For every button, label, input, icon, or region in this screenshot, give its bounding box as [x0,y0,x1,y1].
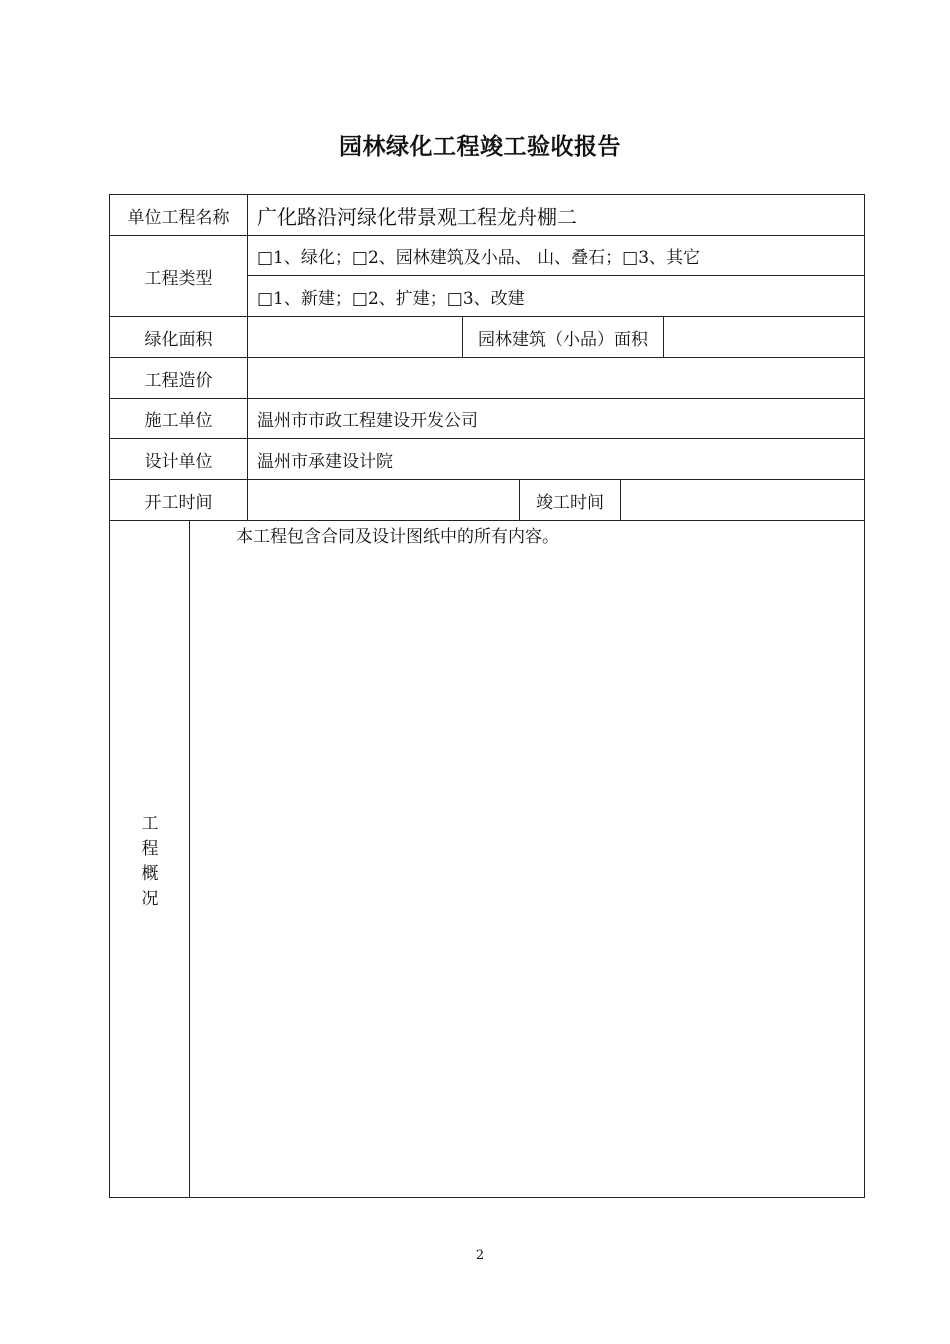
project-type-options-line2[interactable]: □1、新建；□2、扩建；□3、改建 [257,288,525,309]
document-title: 园林绿化工程竣工验收报告 [339,134,621,160]
table-border-right [864,194,865,1198]
construction-unit-value[interactable]: 温州市市政工程建设开发公司 [257,411,478,431]
project-cost-value[interactable] [248,358,864,398]
project-type-label: 工程类型 [144,268,213,289]
unit-project-name-value[interactable]: 广化路沿河绿化带景观工程龙舟棚二 [257,204,577,229]
green-area-label: 绿化面积 [144,329,213,350]
building-area-label: 园林建筑（小品）面积 [478,329,648,350]
project-overview-text[interactable]: 本工程包含合同及设计图纸中的所有内容。 [236,527,559,547]
project-overview-label [110,812,190,912]
page-number: 2 [475,1248,485,1263]
unit-project-name-label: 单位工程名称 [127,207,230,228]
completion-time-value[interactable] [621,480,864,520]
row-divider [109,520,865,521]
overview-label-char: 况 [141,889,159,909]
overview-label-char: 程 [141,839,159,859]
green-area-value[interactable] [248,317,462,357]
project-cost-label: 工程造价 [144,370,213,391]
building-area-value[interactable] [664,317,864,357]
construction-unit-label: 施工单位 [144,411,213,431]
completion-time-label: 竣工时间 [536,492,604,513]
start-time-label: 开工时间 [144,492,213,513]
start-time-value[interactable] [248,480,519,520]
design-unit-value[interactable]: 温州市承建设计院 [257,451,393,472]
overview-label-char: 概 [141,864,159,884]
table-border-bottom [109,1197,865,1198]
overview-label-char: 工 [141,814,159,834]
project-type-options-line1[interactable]: □1、绿化；□2、园林建筑及小品、 山、叠石；□3、其它 [257,248,701,268]
design-unit-label: 设计单位 [144,451,213,472]
